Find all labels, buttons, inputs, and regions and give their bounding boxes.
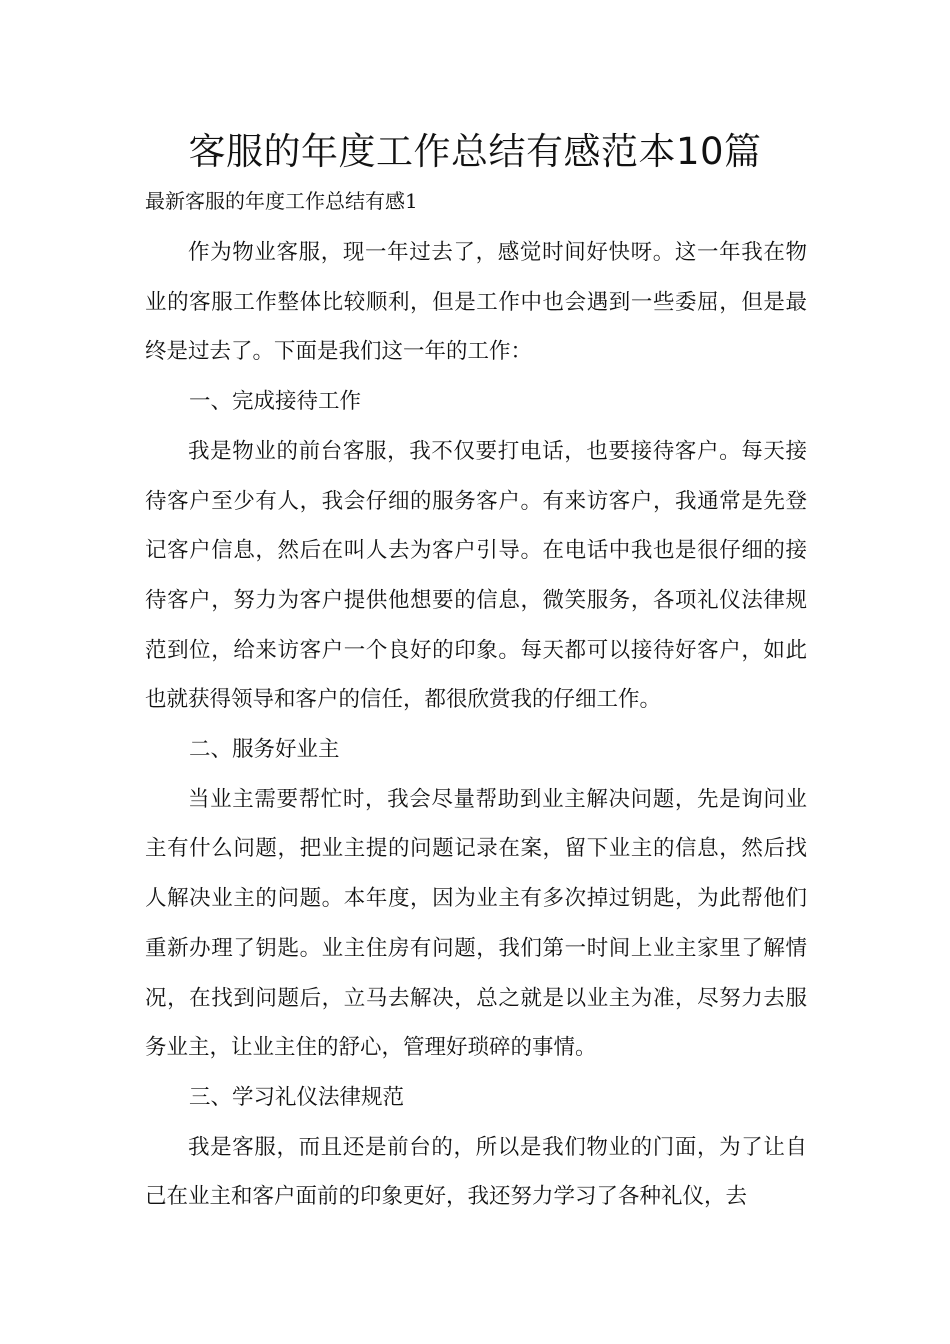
section-heading-1: 一、完成接待工作 <box>189 389 362 415</box>
section-heading-3: 三、学习礼仪法律规范 <box>189 1084 405 1110</box>
paragraph-reception: 我是物业的前台客服，我不仅要打电话，也要接待客户。每天接待客户至少有人，我会仔细的服务客户。有来访客户，我通常是先登记客户信息，然后在叫人去为客户引导。在电话中我也是很仔细的接待客户，努力为客户提供他想要的信息，微笑服务，各项礼仪法律规范到位，给来访客户一个良好的印象。每天都可以接待好客户，如此也就获得领导和客户的信任，都很欣赏我的仔细工作。 <box>145 438 807 713</box>
paragraph-intro: 作为物业客服，现一年过去了，感觉时间好快呀。这一年我在物业的客服工作整体比较顺利，但是工作中也会遇到一些委屈，但是最终是过去了。下面是我们这一年的工作： <box>145 240 807 365</box>
paragraph-owner-service: 当业主需要帮忙时，我会尽量帮助到业主解决问题，先是询问业主有什么问题，把业主提的问题记录在案，留下业主的信息，然后找人解决业主的问题。本年度，因为业主有多次掉过钥匙，为此帮他们重新办理了钥匙。业主住房有问题，我们第一时间上业主家里了解情况，在找到问题后，立马去解决，总之就是以业主为准，尽努力去服务业主，让业主住的舒心，管理好琐碎的事情。 <box>145 786 807 1061</box>
paragraph-etiquette: 我是客服，而且还是前台的，所以是我们物业的门面，为了让自己在业主和客户面前的印象更好，我还努力学习了各种礼仪，去 <box>145 1134 807 1210</box>
section-heading-2: 二、服务好业主 <box>189 737 340 763</box>
document-body <box>145 228 807 1222</box>
document-subtitle: 最新客服的年度工作总结有感1 <box>145 189 418 213</box>
document-title: 客服的年度工作总结有感范本10篇 <box>188 130 762 173</box>
